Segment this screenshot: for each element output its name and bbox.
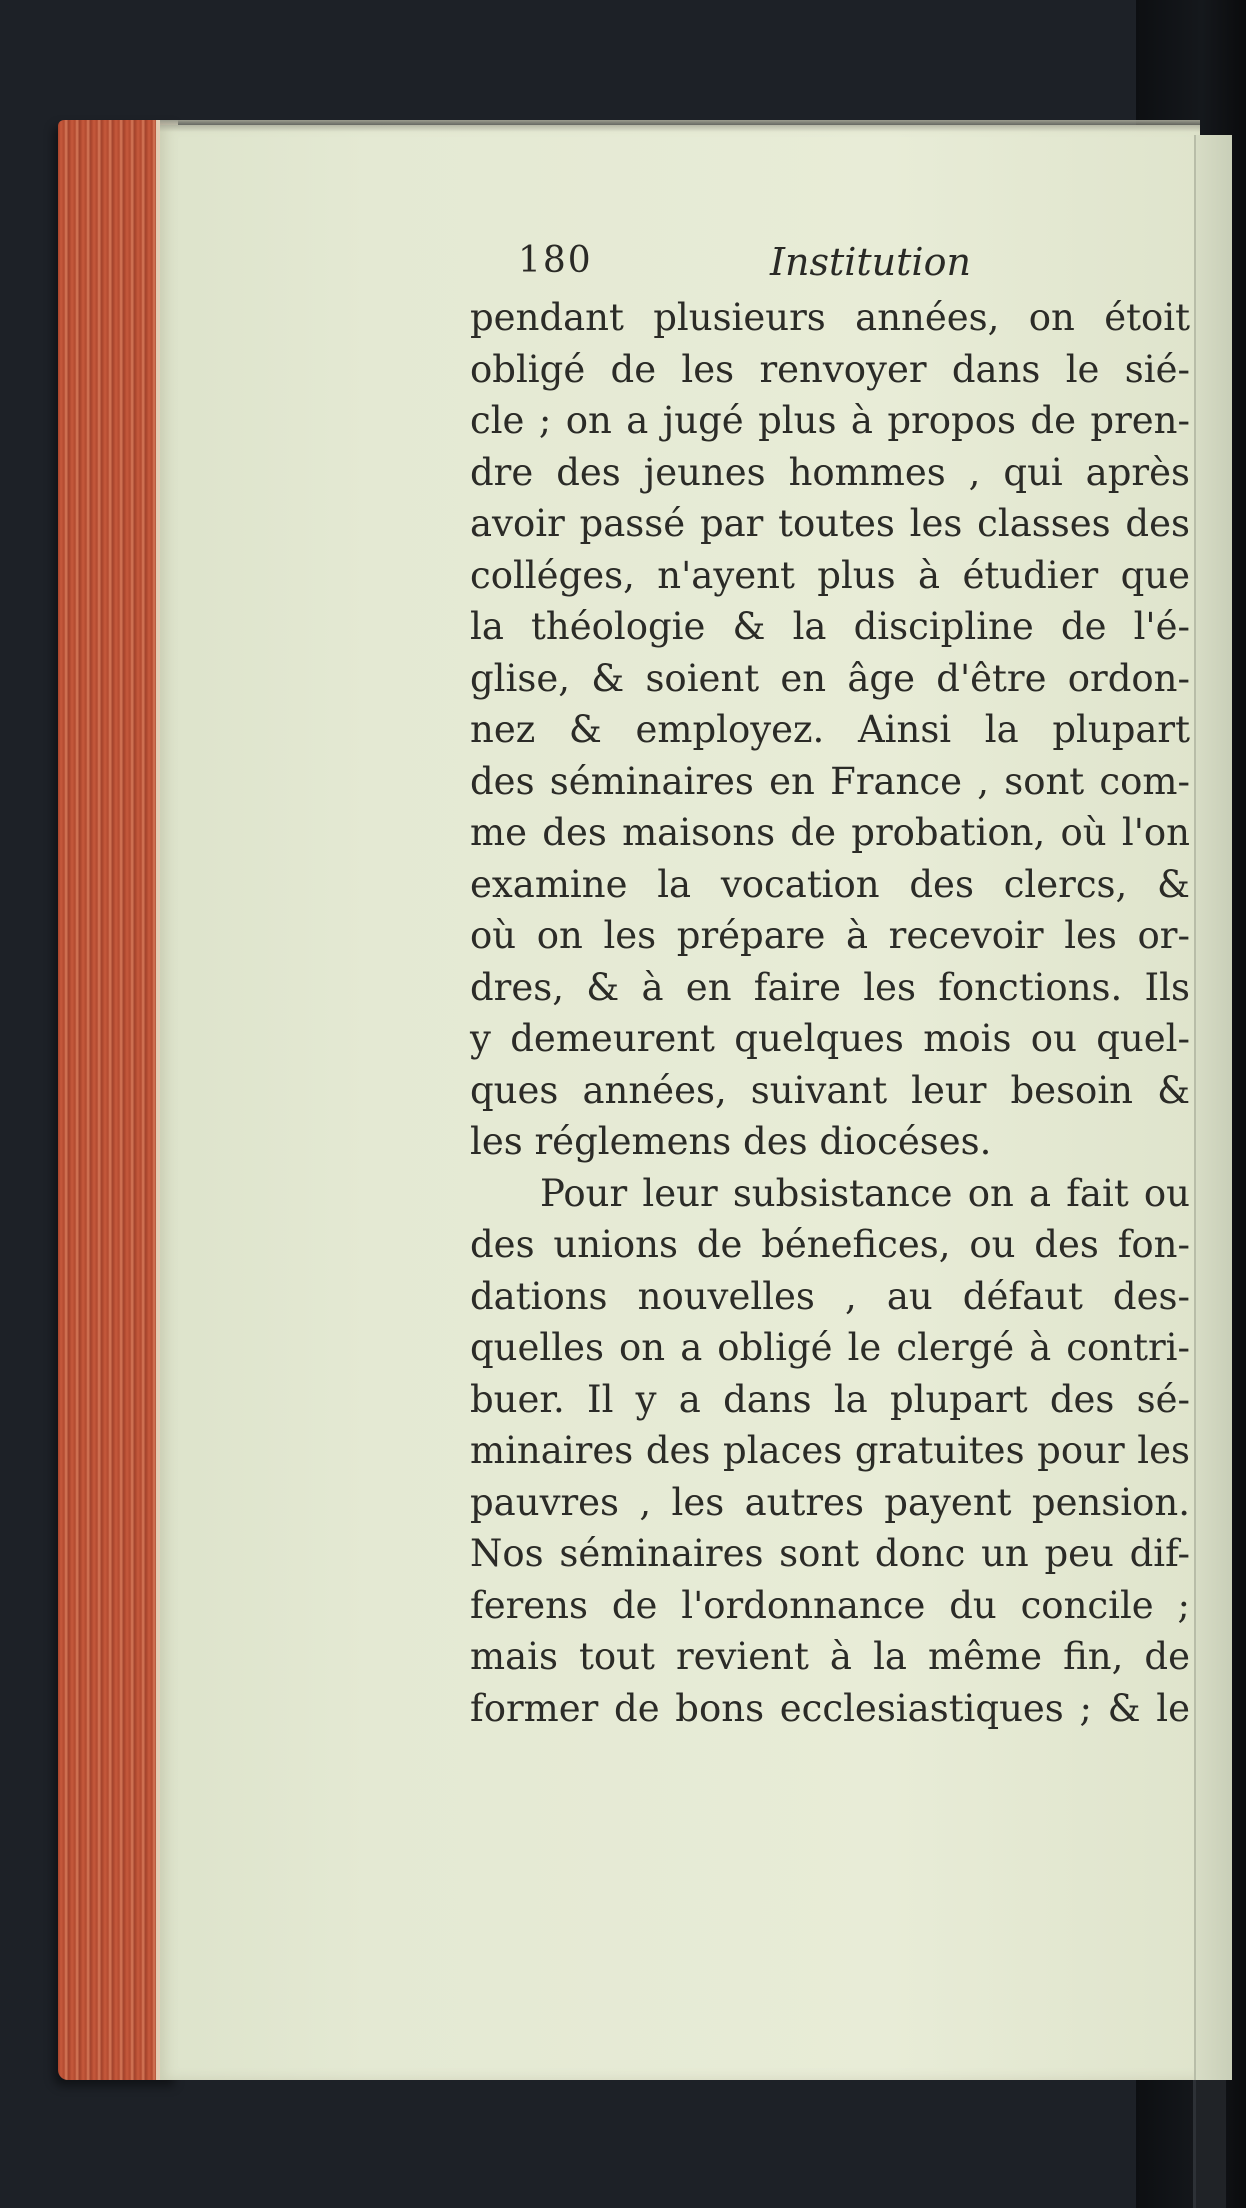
page-top-shadow	[160, 120, 1200, 132]
text-line: quelles on a obligé le clergé à contri-	[470, 1326, 1190, 1369]
text-line: la théologie & la discipline de l'é-	[470, 605, 1190, 648]
text-line: nez & employez. Ainsi la plupart	[470, 708, 1190, 751]
text-line: dres, & à en faire les fonctions. Ils	[470, 965, 1190, 1009]
text-line: buer. Il y a dans la plupart des sé-	[470, 1377, 1190, 1421]
text-line: examine la vocation des clercs, &	[470, 862, 1190, 906]
facing-page-sliver	[1194, 135, 1232, 2080]
text-line: me des maisons de probation, où l'on	[470, 811, 1190, 854]
text-line: des unions de bénefices, ou des fon-	[470, 1223, 1190, 1266]
running-head: Institution	[770, 240, 971, 284]
text-line: ques années, suivant leur besoin &	[470, 1068, 1190, 1112]
text-line: Pour leur subsistance on a fait ou	[540, 1171, 1190, 1215]
text-line: des séminaires en France , sont com-	[470, 759, 1190, 803]
text-line: mais tout revient à la même fin, de	[470, 1635, 1190, 1678]
text-line: dre des jeunes hommes , qui après	[470, 450, 1190, 494]
page-header	[518, 240, 1078, 300]
text-line: minaires des places gratuites pour les	[470, 1429, 1190, 1472]
text-line: y demeurent quelques mois ou quel-	[470, 1017, 1190, 1060]
text-line: Nos séminaires sont donc un peu dif-	[470, 1532, 1190, 1575]
body-text	[470, 292, 1190, 1734]
text-line: ferens de l'ordonnance du concile ;	[470, 1583, 1190, 1627]
text-line: les réglemens des diocéses.	[470, 1120, 992, 1163]
text-line: glise, & soient en âge d'être ordon-	[470, 656, 1190, 700]
text-line: où on les prépare à recevoir les or-	[470, 914, 1190, 957]
text-line: colléges, n'ayent plus à étudier que	[470, 553, 1190, 597]
text-line: cle ; on a jugé plus à propos de pren-	[470, 399, 1190, 442]
text-line: pauvres , les autres payent pension.	[470, 1480, 1190, 1524]
text-line: avoir passé par toutes les classes des	[470, 502, 1190, 545]
text-line: obligé de les renvoyer dans le sié-	[470, 347, 1190, 391]
page-number: 180	[518, 240, 593, 281]
text-line: dations nouvelles , au défaut des-	[470, 1274, 1190, 1318]
text-line: pendant plusieurs années, on étoit	[470, 296, 1190, 339]
text-line: former de bons ecclesiastiques ; & le	[470, 1686, 1190, 1730]
